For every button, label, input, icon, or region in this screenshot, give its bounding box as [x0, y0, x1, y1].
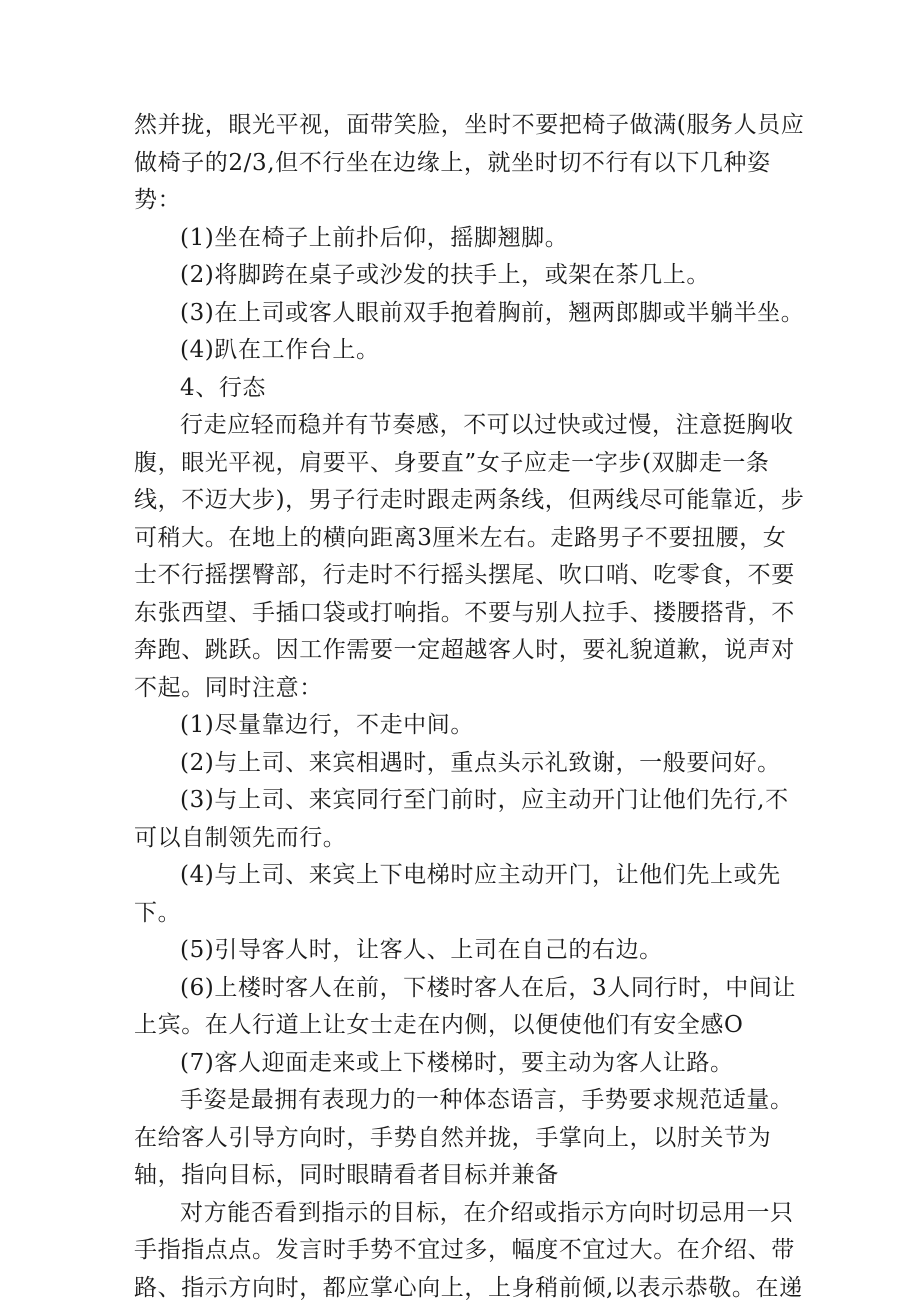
list-item: (1)尽量靠边行，不走中间。 — [134, 707, 804, 745]
document-body — [134, 107, 804, 1307]
text-line: 势： — [134, 182, 804, 220]
text-line: 行走应轻而稳并有节奏感，不可以过快或过慢，注意挺胸收 — [134, 407, 804, 445]
list-item: (5)引导客人时，让客人、上司在自己的右边。 — [134, 932, 804, 970]
text-line: 不起。同时注意： — [134, 670, 804, 708]
text-line: 下。 — [134, 895, 804, 933]
list-item: (2)与上司、来宾相遇时，重点头示礼致谢，一般要问好。 — [134, 745, 804, 783]
text-line: 在给客人引导方向时，手势自然并拢，手掌向上，以肘关节为 — [134, 1120, 804, 1158]
list-item: (1)坐在椅子上前扑后仰，摇脚翘脚。 — [134, 220, 804, 258]
text-line: 做椅子的2/3,但不行坐在边缘上，就坐时切不行有以下几种姿 — [134, 145, 804, 183]
list-item: (3)在上司或客人眼前双手抱着胸前，翘两郎脚或半躺半坐。 — [134, 295, 804, 333]
list-item: (4)趴在工作台上。 — [134, 332, 804, 370]
text-line: 奔跑、跳跃。因工作需要一定超越客人时，要礼貌道歉，说声对 — [134, 632, 804, 670]
list-item: (6)上楼时客人在前，下楼时客人在后，3人同行时，中间让 — [134, 970, 804, 1008]
text-line: 可稍大。在地上的横向距离3厘米左右。走路男子不要扭腰，女 — [134, 520, 804, 558]
text-line: 手指指点点。发言时手势不宜过多，幅度不宜过大。在介绍、带 — [134, 1232, 804, 1270]
text-line: 路、指示方向时，都应掌心向上，上身稍前倾,以表示恭敬。在递 — [134, 1270, 804, 1307]
list-item: (2)将脚跨在桌子或沙发的扶手上，或架在茶几上。 — [134, 257, 804, 295]
list-item: (4)与上司、来宾上下电梯时应主动开门，让他们先上或先 — [134, 857, 804, 895]
text-line: 然并拢，眼光平视，面带笑脸，坐时不要把椅子做满(服务人员应 — [134, 107, 804, 145]
text-line: 对方能否看到指示的目标，在介绍或指示方向时切忌用一只 — [134, 1195, 804, 1233]
text-line: 线，不迈大步)，男子行走时跟走两条线，但两线尽可能靠近，步 — [134, 482, 804, 520]
section-heading: 4、行态 — [134, 370, 804, 408]
text-line: 上宾。在人行道上让女士走在内侧，以便使他们有安全感O — [134, 1007, 804, 1045]
text-line: 手姿是最拥有表现力的一种体态语言，手势要求规范适量。 — [134, 1082, 804, 1120]
list-item: (7)客人迎面走来或上下楼梯时，要主动为客人让路。 — [134, 1045, 804, 1083]
text-line: 士不行摇摆臀部，行走时不行摇头摆尾、吹口哨、吃零食，不要 — [134, 557, 804, 595]
text-line: 腹，眼光平视，肩要平、身要直”女子应走一字步(双脚走一条 — [134, 445, 804, 483]
text-line: 东张西望、手插口袋或打响指。不要与别人拉手、搂腰搭背，不 — [134, 595, 804, 633]
list-item: (3)与上司、来宾同行至门前时，应主动开门让他们先行,不 — [134, 782, 804, 820]
text-line: 轴，指向目标，同时眼睛看者目标并兼备 — [134, 1157, 804, 1195]
text-line: 可以自制领先而行。 — [134, 820, 804, 858]
